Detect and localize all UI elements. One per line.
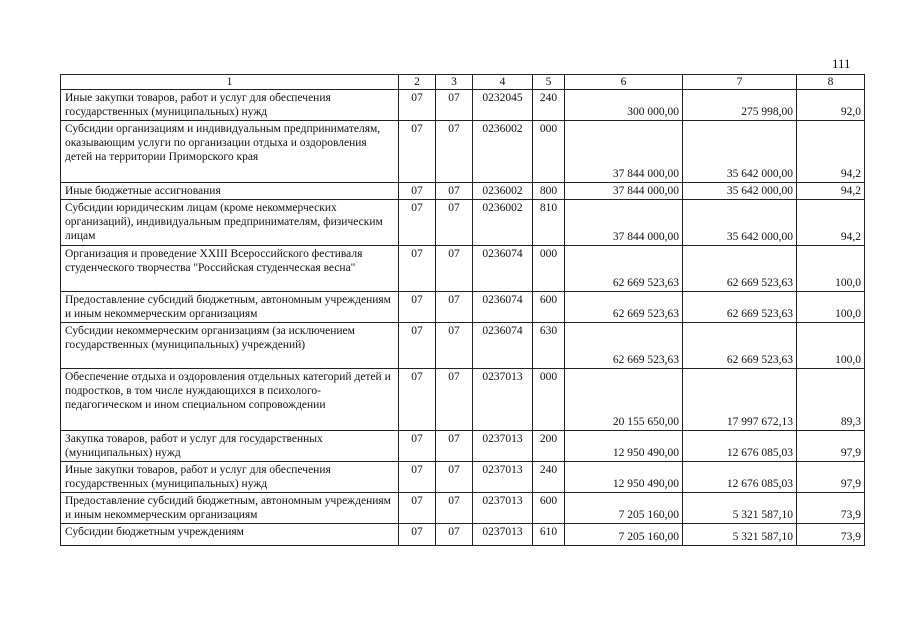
- expense-type-cell: 630: [533, 323, 565, 369]
- row-name-cell: Иные бюджетные ассигнования: [61, 183, 399, 200]
- table-row: [61, 121, 865, 183]
- actual-amount-cell: 62 669 523,63: [683, 246, 797, 292]
- expense-type-cell: 000: [533, 246, 565, 292]
- target-article-cell: 0237013: [473, 431, 533, 462]
- section-code-cell: 07: [399, 90, 436, 121]
- target-article-cell: 0236002: [473, 121, 533, 183]
- table-row: [61, 493, 865, 524]
- target-article-cell: 0236002: [473, 183, 533, 200]
- actual-amount-cell: 62 669 523,63: [683, 292, 797, 323]
- subsection-code-cell: 07: [436, 183, 473, 200]
- percent-cell: 73,9: [797, 524, 865, 546]
- table-row: [61, 183, 865, 200]
- table-row: [61, 292, 865, 323]
- target-article-cell: 0236074: [473, 246, 533, 292]
- column-header: 8: [797, 75, 865, 90]
- budget-table: [60, 74, 865, 546]
- actual-amount-cell: 35 642 000,00: [683, 183, 797, 200]
- planned-amount-cell: 37 844 000,00: [565, 200, 683, 246]
- actual-amount-cell: 5 321 587,10: [683, 524, 797, 546]
- target-article-cell: 0237013: [473, 493, 533, 524]
- actual-amount-cell: 35 642 000,00: [683, 200, 797, 246]
- table-row: [61, 323, 865, 369]
- section-code-cell: 07: [399, 462, 436, 493]
- percent-cell: 92,0: [797, 90, 865, 121]
- subsection-code-cell: 07: [436, 493, 473, 524]
- target-article-cell: 0236074: [473, 292, 533, 323]
- section-code-cell: 07: [399, 369, 436, 431]
- subsection-code-cell: 07: [436, 90, 473, 121]
- table-header-row: [61, 75, 865, 90]
- percent-cell: 94,2: [797, 183, 865, 200]
- subsection-code-cell: 07: [436, 462, 473, 493]
- row-name-cell: Организация и проведение XXIII Всероссийского фестиваля студенческого творчества "Российская студенческая весна": [61, 246, 399, 292]
- planned-amount-cell: 37 844 000,00: [565, 121, 683, 183]
- row-name-cell: Иные закупки товаров, работ и услуг для обеспечения государственных (муниципальных) нужд: [61, 90, 399, 121]
- table-row: [61, 200, 865, 246]
- percent-cell: 94,2: [797, 121, 865, 183]
- percent-cell: 89,3: [797, 369, 865, 431]
- target-article-cell: 0232045: [473, 90, 533, 121]
- row-name-cell: Предоставление субсидий бюджетным, автономным учреждениям и иным некоммерческим организациям: [61, 292, 399, 323]
- actual-amount-cell: 12 676 085,03: [683, 462, 797, 493]
- table-row: [61, 246, 865, 292]
- actual-amount-cell: 17 997 672,13: [683, 369, 797, 431]
- subsection-code-cell: 07: [436, 200, 473, 246]
- actual-amount-cell: 275 998,00: [683, 90, 797, 121]
- table-row: [61, 369, 865, 431]
- percent-cell: 100,0: [797, 246, 865, 292]
- column-header: 6: [565, 75, 683, 90]
- subsection-code-cell: 07: [436, 121, 473, 183]
- percent-cell: 100,0: [797, 292, 865, 323]
- percent-cell: 100,0: [797, 323, 865, 369]
- section-code-cell: 07: [399, 323, 436, 369]
- target-article-cell: 0236074: [473, 323, 533, 369]
- row-name-cell: Субсидии некоммерческим организациям (за исключением государственных (муниципальных) учреждений): [61, 323, 399, 369]
- subsection-code-cell: 07: [436, 369, 473, 431]
- page-number: 111: [832, 56, 851, 71]
- planned-amount-cell: 12 950 490,00: [565, 462, 683, 493]
- column-header: 4: [473, 75, 533, 90]
- column-header: 1: [61, 75, 399, 90]
- subsection-code-cell: 07: [436, 246, 473, 292]
- target-article-cell: 0236002: [473, 200, 533, 246]
- row-name-cell: Субсидии организациям и индивидуальным предпринимателям, оказывающим услуги по организации отдыха и оздоровления детей на территории Приморского края: [61, 121, 399, 183]
- section-code-cell: 07: [399, 183, 436, 200]
- expense-type-cell: 240: [533, 90, 565, 121]
- target-article-cell: 0237013: [473, 369, 533, 431]
- section-code-cell: 07: [399, 200, 436, 246]
- expense-type-cell: 800: [533, 183, 565, 200]
- planned-amount-cell: 62 669 523,63: [565, 292, 683, 323]
- subsection-code-cell: 07: [436, 524, 473, 546]
- subsection-code-cell: 07: [436, 431, 473, 462]
- table-row: [61, 90, 865, 121]
- expense-type-cell: 000: [533, 121, 565, 183]
- planned-amount-cell: 12 950 490,00: [565, 431, 683, 462]
- actual-amount-cell: 12 676 085,03: [683, 431, 797, 462]
- expense-type-cell: 810: [533, 200, 565, 246]
- table-row: [61, 431, 865, 462]
- row-name-cell: Закупка товаров, работ и услуг для государственных (муниципальных) нужд: [61, 431, 399, 462]
- planned-amount-cell: 20 155 650,00: [565, 369, 683, 431]
- percent-cell: 73,9: [797, 493, 865, 524]
- percent-cell: 97,9: [797, 462, 865, 493]
- planned-amount-cell: 300 000,00: [565, 90, 683, 121]
- section-code-cell: 07: [399, 431, 436, 462]
- section-code-cell: 07: [399, 246, 436, 292]
- subsection-code-cell: 07: [436, 323, 473, 369]
- actual-amount-cell: 35 642 000,00: [683, 121, 797, 183]
- planned-amount-cell: 62 669 523,63: [565, 246, 683, 292]
- row-name-cell: Предоставление субсидий бюджетным, автономным учреждениям и иным некоммерческим организациям: [61, 493, 399, 524]
- subsection-code-cell: 07: [436, 292, 473, 323]
- row-name-cell: Обеспечение отдыха и оздоровления отдельных категорий детей и подростков, в том числе нуждающихся в психолого-педагогическом и ином специальном сопровождении: [61, 369, 399, 431]
- row-name-cell: Субсидии юридическим лицам (кроме некоммерческих организаций), индивидуальным предпринимателям, физическим лицам: [61, 200, 399, 246]
- section-code-cell: 07: [399, 121, 436, 183]
- planned-amount-cell: 62 669 523,63: [565, 323, 683, 369]
- row-name-cell: Субсидии бюджетным учреждениям: [61, 524, 399, 546]
- actual-amount-cell: 5 321 587,10: [683, 493, 797, 524]
- table-row: [61, 462, 865, 493]
- section-code-cell: 07: [399, 524, 436, 546]
- target-article-cell: 0237013: [473, 462, 533, 493]
- percent-cell: 97,9: [797, 431, 865, 462]
- table-row: [61, 524, 865, 546]
- row-name-cell: Иные закупки товаров, работ и услуг для обеспечения государственных (муниципальных) нужд: [61, 462, 399, 493]
- expense-type-cell: 200: [533, 431, 565, 462]
- planned-amount-cell: 7 205 160,00: [565, 524, 683, 546]
- expense-type-cell: 600: [533, 292, 565, 323]
- section-code-cell: 07: [399, 493, 436, 524]
- column-header: 7: [683, 75, 797, 90]
- column-header: 3: [436, 75, 473, 90]
- section-code-cell: 07: [399, 292, 436, 323]
- column-header: 5: [533, 75, 565, 90]
- column-header: 2: [399, 75, 436, 90]
- expense-type-cell: 600: [533, 493, 565, 524]
- actual-amount-cell: 62 669 523,63: [683, 323, 797, 369]
- planned-amount-cell: 37 844 000,00: [565, 183, 683, 200]
- expense-type-cell: 000: [533, 369, 565, 431]
- planned-amount-cell: 7 205 160,00: [565, 493, 683, 524]
- expense-type-cell: 240: [533, 462, 565, 493]
- target-article-cell: 0237013: [473, 524, 533, 546]
- expense-type-cell: 610: [533, 524, 565, 546]
- percent-cell: 94,2: [797, 200, 865, 246]
